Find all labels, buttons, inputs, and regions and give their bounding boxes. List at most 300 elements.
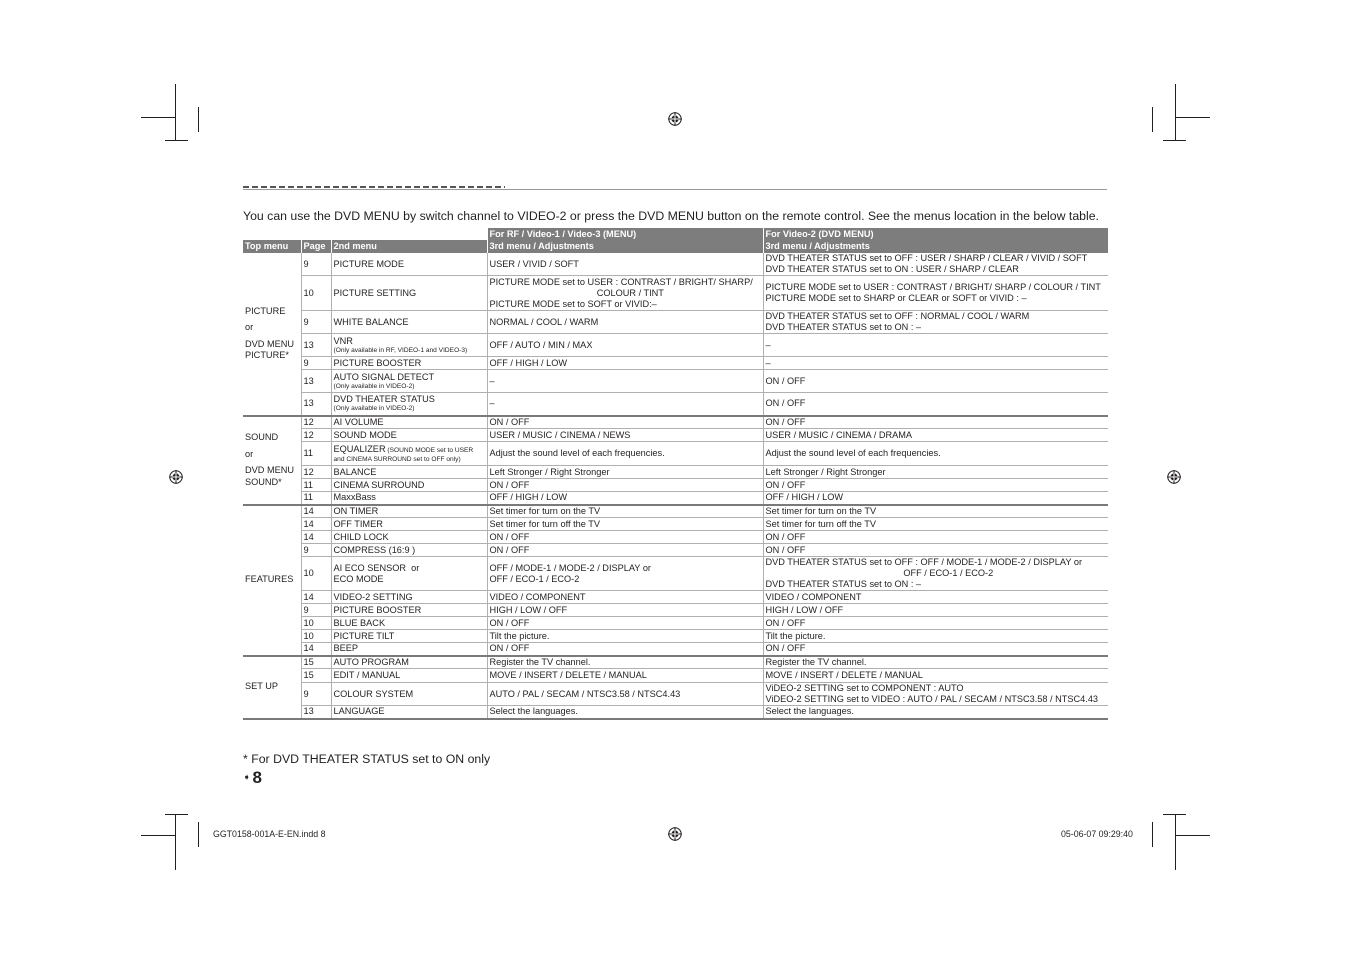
menu-item-cell — [331, 311, 487, 334]
page-cell — [301, 479, 331, 492]
video2-adjustment-cell-text: Select the languages. — [765, 706, 854, 717]
crop-mark — [1176, 835, 1210, 836]
header-blank — [243, 228, 487, 240]
rf-adjustment-cell — [487, 253, 763, 276]
menu-item-cell — [331, 544, 487, 557]
menu-item-cell — [331, 429, 487, 442]
page-cell-text: 12 — [303, 429, 314, 440]
menu-item-label: EQUALIZER — [333, 443, 386, 454]
footnote: * For DVD THEATER STATUS set to ON only — [243, 752, 491, 766]
menu-item-cell — [331, 683, 487, 706]
crop-mark — [175, 814, 176, 870]
menu-item-cell — [331, 334, 487, 357]
rf-adjustment-cell-text: MOVE / INSERT / DELETE / MANUAL — [489, 670, 647, 680]
table-row — [243, 683, 1108, 706]
video2-adjustment-cell — [763, 334, 1108, 357]
video2-adjustment-cell-text: ViDEO-2 SETTING set to COMPONENT : AUTO ViDEO-2 SETTING set to VIDEO : AUTO / PAL / SECAM / NTSC3.58 / NTSC4.43 — [765, 683, 1099, 704]
page-cell-text: 10 — [303, 630, 314, 641]
page-cell — [301, 531, 331, 544]
page-cell — [301, 669, 331, 683]
video2-adjustment-cell — [763, 630, 1108, 643]
menu-item-label: CHILD LOCK — [333, 531, 389, 542]
crop-mark — [1152, 107, 1153, 132]
menu-item-label: PICTURE SETTING — [333, 287, 417, 298]
page-cell-text: 13 — [303, 339, 314, 350]
table-row — [243, 557, 1108, 591]
top-menu-line: SOUND — [245, 432, 279, 442]
video2-adjustment-cell — [763, 492, 1108, 505]
rf-adjustment-cell — [487, 429, 763, 442]
page-number — [243, 768, 262, 788]
top-menu-line: PICTURE — [245, 305, 286, 316]
page-cell — [301, 518, 331, 531]
menu-item-label: CINEMA SURROUND — [333, 479, 425, 490]
page-cell — [301, 429, 331, 442]
menu-item-label: BEEP — [333, 643, 359, 654]
page-cell-text: 10 — [303, 568, 314, 578]
rf-adjustment-cell — [487, 643, 763, 656]
menu-item-cell — [331, 276, 487, 311]
video2-adjustment-cell-text: Set timer for turn off the TV — [765, 518, 876, 529]
table-row — [243, 544, 1108, 557]
rf-adjustment-cell — [487, 416, 763, 429]
page-cell — [301, 591, 331, 604]
rf-adjustment-cell — [487, 505, 763, 518]
video2-adjustment-cell-text: ON / OFF — [765, 544, 806, 555]
video2-adjustment-cell — [763, 370, 1108, 393]
rf-adjustment-cell-text: NORMAL / COOL / WARM — [489, 316, 599, 327]
video2-adjustment-cell-text: Register the TV channel. — [765, 656, 867, 667]
table-row — [243, 669, 1108, 683]
menu-table-body — [243, 253, 1108, 719]
top-menu-line: PICTURE* — [245, 350, 289, 361]
registration-mark-icon — [668, 827, 682, 841]
table-row — [243, 643, 1108, 656]
top-menu-cell — [243, 656, 301, 719]
menu-item-label: VIDEO-2 SETTING — [333, 591, 413, 602]
crop-mark — [1175, 84, 1176, 140]
page-cell — [301, 416, 331, 429]
crop-mark — [1175, 814, 1176, 870]
rf-adjustment-cell — [487, 656, 763, 669]
menu-item-label: VNR — [333, 335, 353, 346]
video2-adjustment-cell — [763, 617, 1108, 630]
crop-mark — [198, 107, 199, 132]
video2-adjustment-cell — [763, 311, 1108, 334]
video2-adjustment-cell-text: ON / OFF — [765, 375, 806, 386]
video2-adjustment-cell — [763, 429, 1108, 442]
video2-adjustment-cell-text: Set timer for turn on the TV — [765, 505, 877, 516]
menu-item-cell — [331, 442, 487, 466]
video2-adjustment-cell — [763, 479, 1108, 492]
table-row — [243, 492, 1108, 505]
rf-adjustment-cell — [487, 334, 763, 357]
video2-adjustment-cell-text: ON / OFF — [765, 531, 806, 542]
video2-adjustment-cell-text: DVD THEATER STATUS set to OFF : OFF / MODE-1 / MODE-2 / DISPLAY or OFF / ECO-1 / ECO-2 DVD THEATER STATUS set to ON : – — [765, 557, 1083, 589]
video2-adjustment-cell — [763, 357, 1108, 370]
rf-adjustment-cell-text: Tilt the picture. — [489, 630, 550, 641]
rf-adjustment-cell — [487, 531, 763, 544]
menu-item-cell — [331, 630, 487, 643]
menu-item-cell — [331, 518, 487, 531]
video2-adjustment-cell-text: ON / OFF — [765, 617, 806, 628]
registration-mark-icon — [169, 470, 183, 484]
crop-mark — [141, 117, 175, 118]
menu-item-cell — [331, 479, 487, 492]
video2-adjustment-cell-text: Left Stronger / Right Stronger — [765, 466, 886, 477]
menu-item-cell — [331, 604, 487, 617]
rf-adjustment-cell-text: OFF / HIGH / LOW — [489, 357, 568, 368]
page-cell — [301, 706, 331, 719]
col-2nd-menu: 2nd menu — [331, 240, 487, 253]
page-cell-text: 12 — [303, 416, 314, 427]
rf-adjustment-cell — [487, 311, 763, 334]
rf-adjustment-cell-text: Left Stronger / Right Stronger — [489, 466, 610, 477]
table-row — [243, 253, 1108, 276]
crop-mark — [1152, 822, 1153, 847]
page-cell-text: 12 — [303, 466, 314, 477]
menu-item-cell — [331, 370, 487, 393]
top-menu-line: SET UP — [245, 681, 279, 692]
menu-item-cell — [331, 706, 487, 719]
video2-adjustment-cell — [763, 669, 1108, 683]
rf-adjustment-cell-text: OFF / AUTO / MIN / MAX — [489, 339, 593, 350]
rf-adjustment-cell-text: Set timer for turn on the TV — [489, 505, 601, 516]
rf-adjustment-cell — [487, 591, 763, 604]
rf-adjustment-cell-text: VIDEO / COMPONENT — [489, 591, 586, 602]
menu-item-note: and CINEMA SURROUND set to OFF only) — [333, 455, 461, 463]
col-3rd-menu-rf: 3rd menu / Adjustments — [487, 240, 763, 253]
table-row — [243, 393, 1108, 416]
video2-adjustment-cell — [763, 557, 1108, 591]
rf-adjustment-cell-text: OFF / HIGH / LOW — [489, 492, 568, 503]
page-cell — [301, 617, 331, 630]
rf-adjustment-cell — [487, 669, 763, 683]
col-top-menu: Top menu — [243, 240, 301, 253]
table-row — [243, 617, 1108, 630]
page-cell-text: 10 — [303, 617, 314, 628]
page-cell — [301, 683, 331, 706]
page-cell — [301, 656, 331, 669]
menu-item-label: COMPRESS (16:9 ) — [333, 544, 416, 555]
rf-adjustment-cell — [487, 683, 763, 706]
top-menu-line: DVD MENU — [245, 465, 295, 475]
menu-item-cell — [331, 393, 487, 416]
page-cell — [301, 505, 331, 518]
menu-item-cell — [331, 557, 487, 591]
menu-item-label: PICTURE BOOSTER — [333, 357, 422, 368]
video2-adjustment-cell-text: PICTURE MODE set to USER : CONTRAST / BRIGHT/ SHARP / COLOUR / TINT PICTURE MODE set to SHARP or CLEAR or SOFT or VIVID : – — [765, 282, 1101, 303]
page-cell — [301, 557, 331, 591]
table-row — [243, 442, 1108, 466]
video2-adjustment-cell — [763, 544, 1108, 557]
page-cell-text: 10 — [303, 287, 314, 298]
rf-adjustment-cell-text: AUTO / PAL / SECAM / NTSC3.58 / NTSC4.43 — [489, 688, 681, 699]
page-cell — [301, 334, 331, 357]
page-cell-text: 9 — [303, 604, 309, 615]
rf-adjustment-cell-text: Set timer for turn off the TV — [489, 518, 600, 529]
menu-item-label: WHITE BALANCE — [333, 316, 409, 327]
date-time: 05-06-07 09:29:40 — [1061, 829, 1133, 839]
table-row — [243, 370, 1108, 393]
header-video2: For Video-2 (DVD MENU) — [763, 228, 1108, 240]
rf-adjustment-cell-text: USER / VIVID / SOFT — [489, 258, 579, 269]
page-cell-text: 9 — [303, 544, 309, 555]
top-menu-line: or — [245, 448, 254, 459]
rf-adjustment-cell-text: Select the languages. — [489, 706, 578, 717]
page-cell-text: 14 — [303, 505, 314, 516]
crop-mark — [1176, 117, 1210, 118]
table-row — [243, 357, 1108, 370]
page-cell — [301, 393, 331, 416]
page-cell — [301, 357, 331, 370]
page-cell-text: 11 — [303, 492, 314, 503]
header-rule — [243, 189, 1107, 190]
video2-adjustment-cell-text: Adjust the sound level of each frequencies. — [765, 448, 941, 458]
rf-adjustment-cell-text: Register the TV channel. — [489, 656, 591, 667]
table-row — [243, 518, 1108, 531]
menu-item-note: (Only available in RF, VIDEO-1 and VIDEO-3) — [333, 346, 468, 354]
top-menu-cell — [243, 253, 301, 416]
table-row — [243, 311, 1108, 334]
menu-item-note: (Only available in VIDEO-2) — [333, 405, 415, 413]
page-cell-text: 15 — [303, 670, 314, 680]
page-cell — [301, 544, 331, 557]
rf-adjustment-cell — [487, 492, 763, 505]
page-cell-text: 9 — [303, 357, 309, 368]
rf-adjustment-cell-text: OFF / MODE-1 / MODE-2 / DISPLAY or OFF / ECO-1 / ECO-2 — [489, 562, 651, 584]
menu-item-cell — [331, 253, 487, 276]
page-cell-text: 13 — [303, 706, 314, 717]
top-menu-line: FEATURES — [245, 574, 294, 585]
page-cell — [301, 311, 331, 334]
table-row — [243, 416, 1108, 429]
rf-adjustment-cell-text: – — [489, 398, 495, 409]
video2-adjustment-cell-text: DVD THEATER STATUS set to OFF : USER / SHARP / CLEAR / VIVID / SOFT DVD THEATER STATUS set to ON : USER / SHARP / CLEAR — [765, 253, 1088, 274]
rf-adjustment-cell — [487, 630, 763, 643]
header-rf: For RF / Video-1 / Video-3 (MENU) — [487, 228, 763, 240]
table-row — [243, 591, 1108, 604]
rf-adjustment-cell — [487, 617, 763, 630]
rf-adjustment-cell — [487, 604, 763, 617]
video2-adjustment-cell-text: OFF / HIGH / LOW — [765, 492, 844, 503]
video2-adjustment-cell-text: DVD THEATER STATUS set to OFF : NORMAL / COOL / WARM DVD THEATER STATUS set to ON : – — [765, 311, 1030, 332]
menu-item-cell — [331, 357, 487, 370]
rf-adjustment-cell-text: ON / OFF — [489, 479, 530, 490]
registration-mark-icon — [1167, 470, 1181, 484]
menu-item-note: (Only available in VIDEO-2) — [333, 382, 415, 390]
rf-adjustment-cell-text: ON / OFF — [489, 643, 530, 654]
rf-adjustment-cell-text: HIGH / LOW / OFF — [489, 604, 568, 615]
video2-adjustment-cell-text: MOVE / INSERT / DELETE / MANUAL — [765, 670, 923, 680]
page-cell-text: 14 — [303, 531, 314, 542]
menu-item-label: ON TIMER — [333, 505, 379, 516]
menu-item-cell — [331, 466, 487, 479]
menu-item-label: PICTURE MODE — [333, 258, 404, 269]
col-page: Page — [301, 240, 331, 253]
rf-adjustment-cell — [487, 466, 763, 479]
page-cell — [301, 253, 331, 276]
top-menu-cell — [243, 416, 301, 505]
video2-adjustment-cell-text: ON / OFF — [765, 643, 806, 654]
rf-adjustment-cell-text: Adjust the sound level of each frequencies. — [489, 448, 665, 458]
rf-adjustment-cell — [487, 518, 763, 531]
top-menu-line: DVD MENU — [245, 338, 295, 349]
video2-adjustment-cell-text: – — [765, 357, 771, 368]
menu-item-cell — [331, 416, 487, 429]
rf-adjustment-cell-text: ON / OFF — [489, 544, 530, 555]
crop-mark — [165, 140, 188, 141]
page-cell-text: 9 — [303, 688, 309, 699]
page-arrow-icon: ➧ — [243, 772, 251, 782]
rf-adjustment-cell-text: ON / OFF — [489, 617, 530, 628]
col-3rd-menu-video2: 3rd menu / Adjustments — [763, 240, 1108, 253]
crop-mark — [175, 84, 176, 140]
video2-adjustment-cell — [763, 531, 1108, 544]
rf-adjustment-cell — [487, 393, 763, 416]
video2-adjustment-cell — [763, 276, 1108, 311]
video2-adjustment-cell — [763, 643, 1108, 656]
table-row — [243, 531, 1108, 544]
menu-item-label: AUTO SIGNAL DETECT — [333, 371, 435, 382]
table-row — [243, 630, 1108, 643]
menu-item-inline-note: (SOUND MODE set to USER — [385, 446, 474, 454]
menu-item-cell — [331, 591, 487, 604]
page-cell-text: 14 — [303, 591, 314, 602]
video2-adjustment-cell-text: Tilt the picture. — [765, 630, 826, 641]
page-cell — [301, 643, 331, 656]
menu-item-cell — [331, 669, 487, 683]
menu-item-label: BALANCE — [333, 466, 377, 477]
page-cell-text: 9 — [303, 258, 309, 269]
registration-mark-icon — [668, 112, 682, 126]
rf-adjustment-cell — [487, 479, 763, 492]
menu-item-label: PICTURE TILT — [333, 630, 395, 641]
crop-mark — [1163, 814, 1186, 815]
page-cell-text: 11 — [303, 479, 314, 490]
video2-adjustment-cell — [763, 253, 1108, 276]
video2-adjustment-cell — [763, 591, 1108, 604]
file-info: GGT0158-001A-E-EN.indd 8 — [213, 829, 326, 839]
page-cell-text: 13 — [303, 375, 314, 386]
top-menu-line: or — [245, 322, 254, 333]
page-cell-text: 9 — [303, 316, 309, 327]
crop-mark — [165, 814, 188, 815]
rf-adjustment-cell — [487, 557, 763, 591]
video2-adjustment-cell — [763, 442, 1108, 466]
menu-item-label: AI ECO SENSOR or ECO MODE — [333, 562, 420, 584]
rf-adjustment-cell-text: ON / OFF — [489, 416, 530, 427]
table-row — [243, 706, 1108, 719]
rf-adjustment-cell-text: ON / OFF — [489, 531, 530, 542]
rf-adjustment-cell-text: PICTURE MODE set to USER : CONTRAST / BRIGHT/ SHARP/ COLOUR / TINT PICTURE MODE set to SOFT or VIVID:– — [489, 276, 753, 309]
intro-text: You can use the DVD MENU by switch channel to VIDEO-2 or press the DVD MENU button on the remote control. See the menus location in the below table. — [243, 209, 1099, 223]
top-menu-line: SOUND* — [245, 476, 282, 487]
video2-adjustment-cell — [763, 604, 1108, 617]
rf-adjustment-cell — [487, 357, 763, 370]
menu-item-label: DVD THEATER STATUS — [333, 394, 435, 405]
rf-adjustment-cell — [487, 544, 763, 557]
menu-item-cell — [331, 617, 487, 630]
menu-item-label: AI VOLUME — [333, 416, 384, 427]
menu-table — [243, 228, 1108, 720]
table-row — [243, 604, 1108, 617]
crop-mark — [198, 822, 199, 847]
menu-item-label: OFF TIMER — [333, 518, 383, 529]
table-row — [243, 466, 1108, 479]
menu-item-cell — [331, 656, 487, 669]
page-cell — [301, 442, 331, 466]
video2-adjustment-cell-text: VIDEO / COMPONENT — [765, 591, 862, 602]
page-number-value: 8 — [252, 768, 263, 787]
crop-mark — [141, 835, 175, 836]
video2-adjustment-cell — [763, 505, 1108, 518]
menu-item-cell — [331, 531, 487, 544]
table-row — [243, 656, 1108, 669]
page-cell-text: 13 — [303, 398, 314, 409]
page-cell — [301, 630, 331, 643]
video2-adjustment-cell-text: ON / OFF — [765, 479, 806, 490]
page-cell — [301, 276, 331, 311]
video2-adjustment-cell — [763, 393, 1108, 416]
video2-adjustment-cell-text: ON / OFF — [765, 416, 806, 427]
menu-item-label: MaxxBass — [333, 492, 376, 503]
table-row — [243, 479, 1108, 492]
table-row — [243, 334, 1108, 357]
crop-mark — [1163, 140, 1186, 141]
page-cell-text: 15 — [303, 656, 314, 667]
video2-adjustment-cell — [763, 466, 1108, 479]
rf-adjustment-cell-text: USER / MUSIC / CINEMA / NEWS — [489, 429, 631, 440]
video2-adjustment-cell — [763, 683, 1108, 706]
menu-item-label: PICTURE BOOSTER — [333, 604, 422, 615]
video2-adjustment-cell-text: USER / MUSIC / CINEMA / DRAMA — [765, 429, 913, 440]
rf-adjustment-cell — [487, 706, 763, 719]
menu-item-label: AUTO PROGRAM — [333, 656, 409, 667]
video2-adjustment-cell — [763, 416, 1108, 429]
menu-item-label: SOUND MODE — [333, 429, 397, 440]
page-cell-text: 14 — [303, 643, 314, 654]
video2-adjustment-cell-text: ON / OFF — [765, 398, 806, 409]
video2-adjustment-cell — [763, 656, 1108, 669]
table-row — [243, 429, 1108, 442]
menu-item-label: EDIT / MANUAL — [333, 670, 401, 680]
menu-item-label: COLOUR SYSTEM — [333, 688, 414, 699]
rf-adjustment-cell — [487, 276, 763, 311]
rf-adjustment-cell-text: – — [489, 375, 495, 386]
table-row — [243, 505, 1108, 518]
video2-adjustment-cell-text: – — [765, 339, 771, 350]
page-cell-text: 11 — [303, 448, 314, 458]
video2-adjustment-cell-text: HIGH / LOW / OFF — [765, 604, 844, 615]
page-cell — [301, 604, 331, 617]
video2-adjustment-cell — [763, 706, 1108, 719]
rf-adjustment-cell — [487, 370, 763, 393]
video2-adjustment-cell — [763, 518, 1108, 531]
top-menu-cell — [243, 505, 301, 656]
menu-item-cell — [331, 492, 487, 505]
menu-item-label: BLUE BACK — [333, 617, 386, 628]
menu-item-label: LANGUAGE — [333, 706, 385, 717]
menu-item-cell — [331, 643, 487, 656]
page-cell — [301, 370, 331, 393]
rf-adjustment-cell — [487, 442, 763, 466]
page-cell — [301, 466, 331, 479]
table-row — [243, 276, 1108, 311]
page-cell-text: 14 — [303, 518, 314, 529]
page-cell — [301, 492, 331, 505]
menu-item-cell — [331, 505, 487, 518]
